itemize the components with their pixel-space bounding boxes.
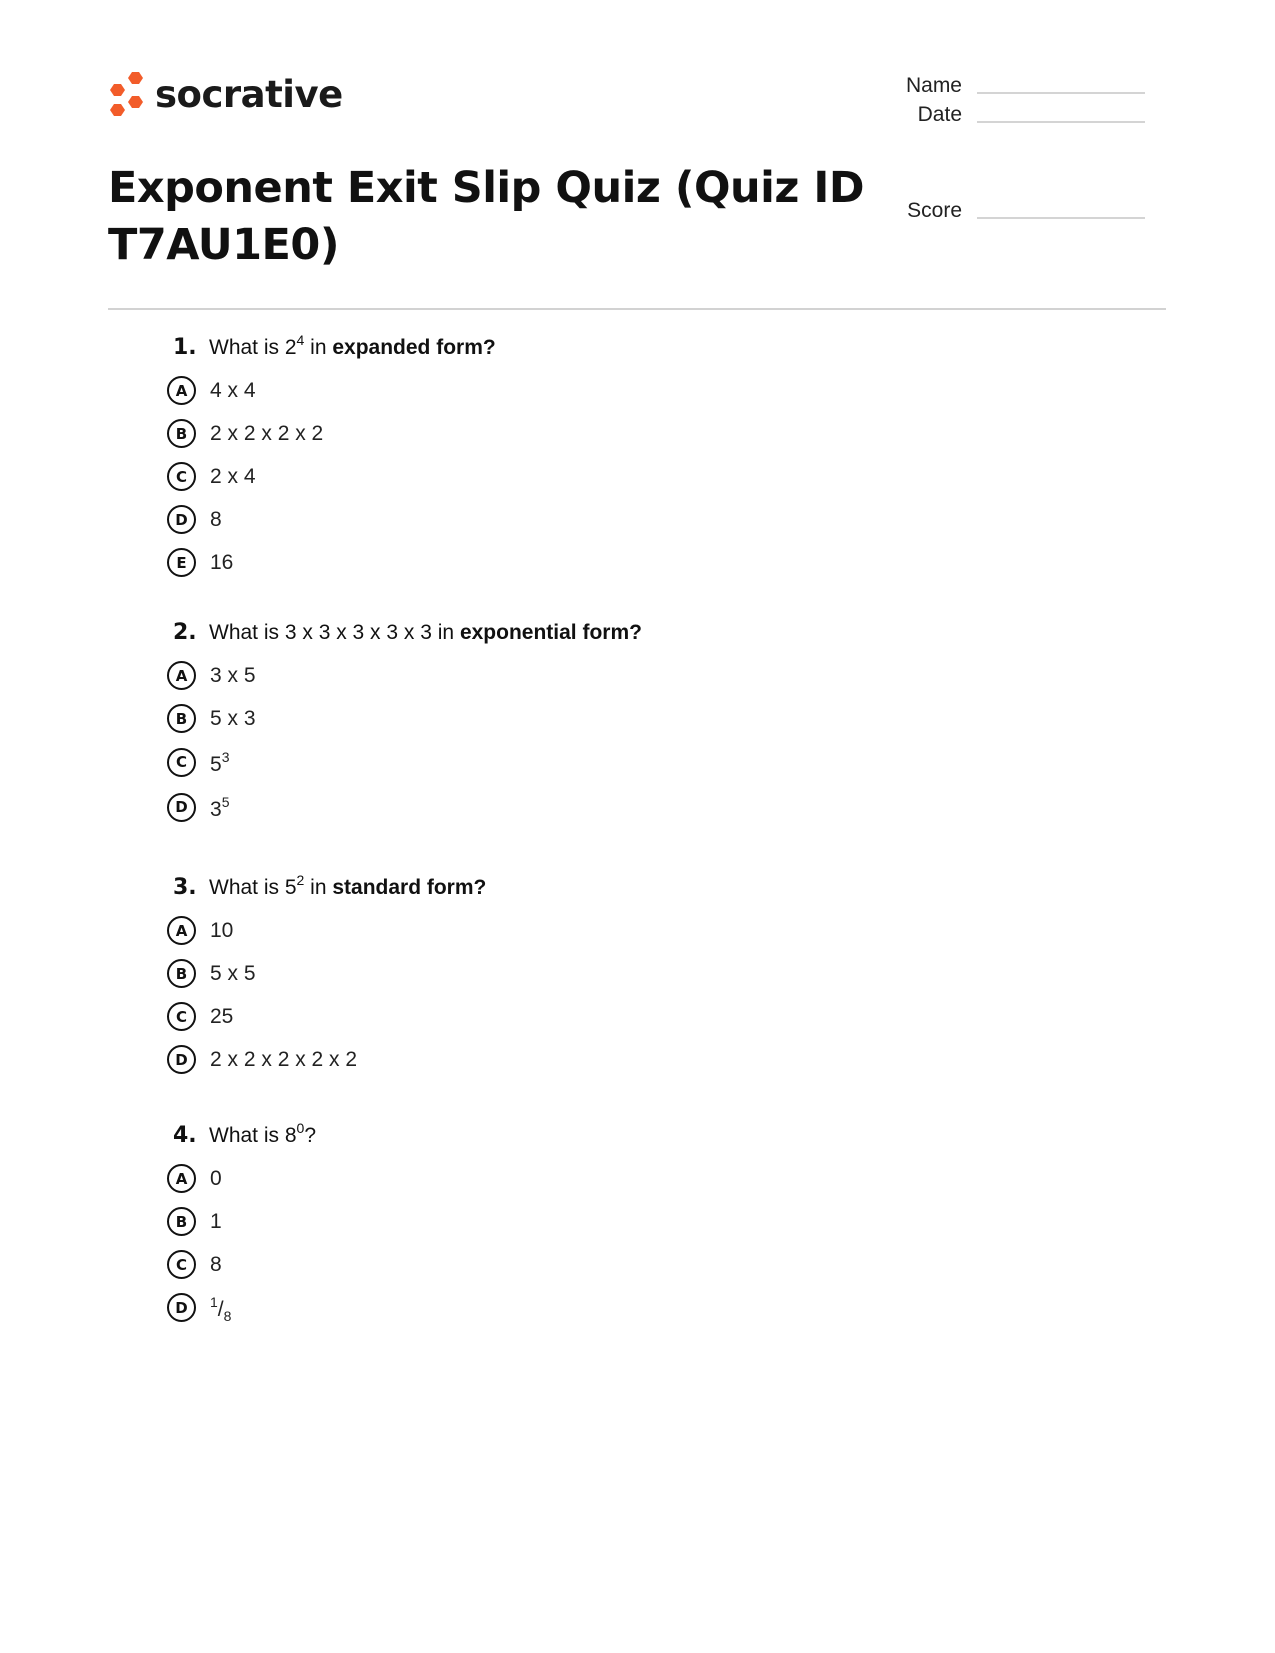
option-d[interactable]	[165, 1038, 486, 1081]
option-a[interactable]	[165, 654, 642, 697]
option-d[interactable]	[165, 784, 642, 830]
answer-bubble-a[interactable]: A	[167, 661, 196, 690]
option-d[interactable]	[165, 498, 496, 541]
header-divider	[108, 308, 1166, 310]
answer-bubble-c[interactable]: C	[167, 748, 196, 777]
option-c[interactable]	[165, 995, 486, 1038]
option-text: 2 x 2 x 2 x 2 x 2	[210, 1047, 358, 1071]
answer-bubble-c[interactable]: C	[167, 1002, 196, 1031]
option-text: 2 x 2 x 2 x 2	[210, 421, 324, 445]
answer-bubble-e[interactable]: E	[167, 548, 196, 577]
option-b[interactable]	[165, 412, 496, 455]
score-label: Score	[907, 199, 962, 222]
name-field[interactable]	[870, 74, 1145, 98]
name-label: Name	[905, 74, 962, 97]
quiz-title: Exponent Exit Slip Quiz (Quiz ID T7AU1E0)	[108, 163, 865, 270]
option-a[interactable]	[165, 1157, 316, 1200]
question-3	[165, 872, 487, 1081]
option-a[interactable]	[165, 369, 496, 412]
option-b[interactable]	[165, 697, 642, 740]
option-d[interactable]	[165, 1286, 316, 1329]
question-number: 4.	[173, 1123, 197, 1148]
date-input-line[interactable]	[977, 120, 1145, 123]
score-input-line[interactable]	[977, 216, 1145, 219]
option-text: 4 x 4	[210, 378, 256, 402]
option-text: 16	[210, 550, 234, 574]
name-input-line[interactable]	[977, 91, 1145, 94]
question-2	[165, 620, 642, 830]
option-b[interactable]	[165, 952, 486, 995]
brand-name: socrative	[155, 72, 343, 116]
date-label: Date	[917, 103, 962, 126]
answer-bubble-c[interactable]: C	[167, 1250, 196, 1279]
answer-bubble-a[interactable]: A	[167, 916, 196, 945]
option-text: 5 x 5	[210, 961, 256, 985]
answer-bubble-d[interactable]: D	[167, 793, 196, 822]
answer-bubble-b[interactable]: B	[167, 704, 196, 733]
answer-bubble-b[interactable]: B	[167, 419, 196, 448]
option-text: 8	[210, 1252, 222, 1276]
answer-bubble-d[interactable]: D	[167, 1293, 196, 1322]
option-a[interactable]	[165, 909, 486, 952]
option-text: 1	[210, 1209, 222, 1233]
option-text: 0	[210, 1166, 222, 1190]
answer-bubble-b[interactable]: B	[167, 1207, 196, 1236]
option-text: 25	[210, 1004, 234, 1028]
question-number: 1.	[173, 335, 197, 360]
question-text: What is $8^0$?	[209, 1120, 317, 1147]
option-text: 3 x 5	[210, 663, 256, 687]
socrative-logo	[108, 70, 343, 118]
option-text: $3^5$	[210, 794, 230, 821]
answer-bubble-a[interactable]: A	[167, 376, 196, 405]
question-text: What is 3 x 3 x 3 x 3 x 3 in exponential form?	[209, 621, 642, 644]
question-4	[165, 1120, 317, 1329]
option-text: 2 x 4	[210, 464, 256, 488]
answer-bubble-d[interactable]: D	[167, 1045, 196, 1074]
option-b[interactable]	[165, 1200, 316, 1243]
option-c[interactable]	[165, 1243, 316, 1286]
option-text: $^1/_8$	[210, 1293, 232, 1324]
option-e[interactable]	[165, 541, 496, 584]
answer-bubble-c[interactable]: C	[167, 462, 196, 491]
question-text: What is $5^2$ in standard form?	[209, 872, 487, 899]
option-c[interactable]	[165, 455, 496, 498]
option-c[interactable]	[165, 740, 642, 784]
option-text: 10	[210, 918, 234, 942]
option-text: $5^3$	[210, 749, 230, 776]
option-text: 5 x 3	[210, 706, 256, 730]
option-text: 8	[210, 507, 222, 531]
question-text: What is $2^4$ in expanded form?	[209, 332, 496, 359]
date-field[interactable]	[870, 103, 1145, 127]
answer-bubble-b[interactable]: B	[167, 959, 196, 988]
score-field[interactable]	[870, 199, 1145, 223]
socrative-hexagons-icon	[108, 70, 146, 118]
answer-bubble-a[interactable]: A	[167, 1164, 196, 1193]
answer-bubble-d[interactable]: D	[167, 505, 196, 534]
question-number: 3.	[173, 875, 197, 900]
question-number: 2.	[173, 620, 197, 645]
question-1	[165, 332, 496, 584]
